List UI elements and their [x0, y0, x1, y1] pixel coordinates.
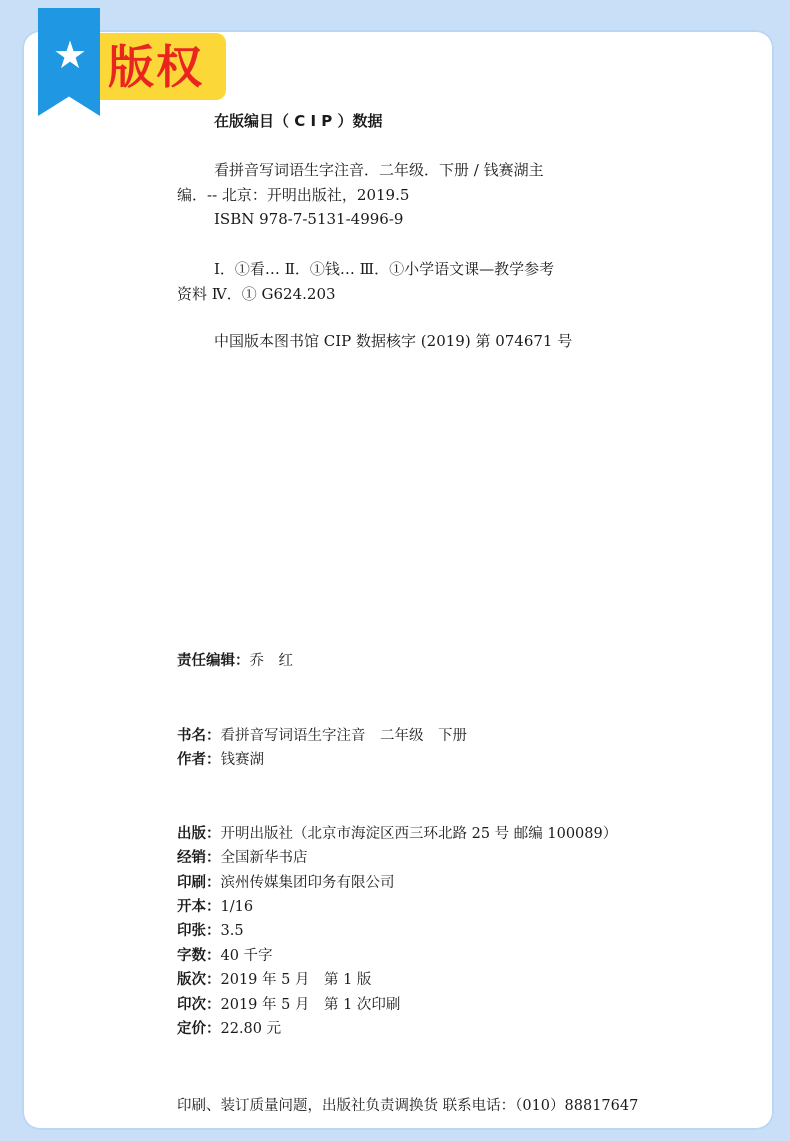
detail-row	[177, 1019, 281, 1039]
editor-label: 责任编辑：	[177, 653, 250, 669]
detail-label: 经销：	[177, 850, 221, 866]
detail-value: 22.80 元	[220, 1021, 282, 1037]
detail-row	[177, 873, 395, 893]
book-title-label: 书名：	[177, 728, 221, 744]
detail-row	[177, 848, 308, 868]
cip-entry-line1: 看拼音写词语生字注音．二年级．下册 / 钱赛湖主	[214, 161, 544, 179]
detail-value: 滨州传媒集团印务有限公司	[220, 875, 395, 891]
editor-value: 乔 红	[249, 653, 293, 669]
detail-row	[177, 897, 253, 917]
book-author-label: 作者：	[177, 752, 221, 768]
detail-label: 印张：	[177, 923, 221, 939]
detail-value: 开明出版社（北京市海淀区西三环北路 25 号 邮编 100089）	[220, 826, 618, 842]
detail-label: 印刷：	[177, 875, 221, 891]
detail-label: 版次：	[177, 972, 221, 988]
detail-row	[177, 824, 617, 844]
badge-label: 版权	[108, 40, 204, 94]
cip-heading: 在版编目（ C I P ）数据	[214, 112, 383, 130]
detail-row	[177, 995, 400, 1015]
book-title-value: 看拼音写词语生字注音 二年级 下册	[220, 728, 467, 744]
book-author-value: 钱赛湖	[220, 752, 264, 768]
detail-label: 开本：	[177, 899, 221, 915]
detail-label: 字数：	[177, 948, 221, 964]
detail-label: 定价：	[177, 1021, 221, 1037]
detail-value: 2019 年 5 月 第 1 次印刷	[220, 997, 401, 1013]
detail-value: 40 千字	[220, 948, 273, 964]
cip-class-line2: 资料 Ⅳ．① G624.203	[177, 285, 336, 303]
detail-row	[177, 921, 244, 941]
editor-row	[177, 651, 293, 671]
book-title-row	[177, 726, 467, 746]
detail-label: 出版：	[177, 826, 221, 842]
star-icon: ★	[52, 33, 88, 77]
book-author-row	[177, 750, 264, 770]
detail-value: 2019 年 5 月 第 1 版	[220, 972, 372, 988]
detail-row	[177, 946, 273, 966]
cip-class-line1: Ⅰ．①看… Ⅱ．①钱… Ⅲ．①小学语文课—教学参考	[214, 260, 555, 278]
cip-isbn: ISBN 978-7-5131-4996-9	[214, 210, 404, 228]
footer-note: 印刷、装订质量问题，出版社负责调换货 联系电话：（010）88817647	[177, 1098, 639, 1114]
detail-label: 印次：	[177, 997, 221, 1013]
detail-value: 全国新华书店	[220, 850, 308, 866]
cip-record: 中国版本图书馆 CIP 数据核字 (2019) 第 074671 号	[214, 332, 573, 350]
detail-row	[177, 970, 371, 990]
detail-value: 3.5	[220, 923, 244, 939]
detail-value: 1/16	[220, 899, 254, 915]
cip-entry-line2: 编．-- 北京：开明出版社，2019.5	[177, 186, 410, 204]
